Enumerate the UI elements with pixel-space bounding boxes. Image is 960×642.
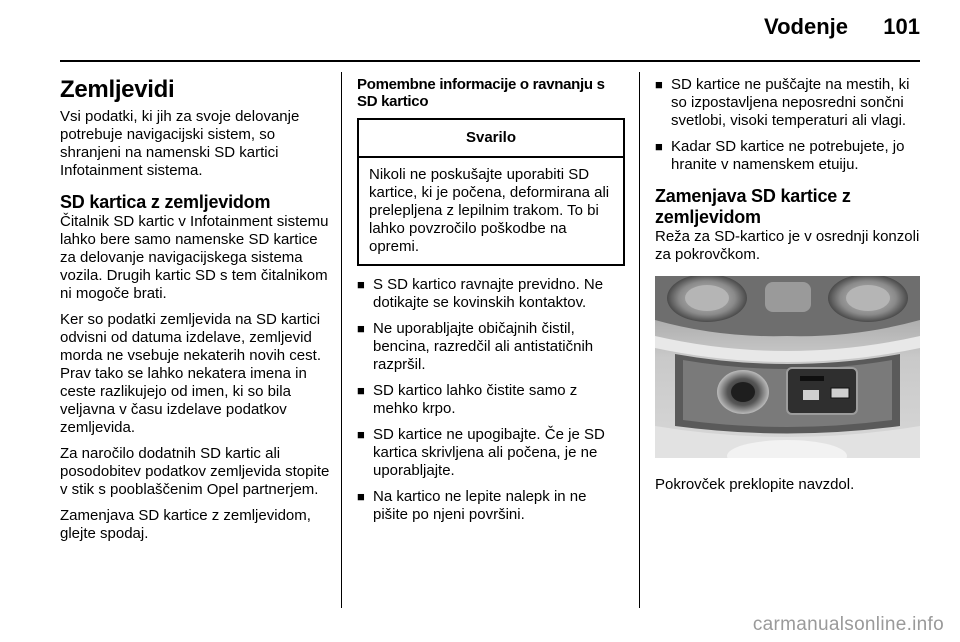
list-item [357, 276, 625, 312]
list-item [655, 138, 923, 174]
warning-box [357, 118, 625, 266]
list-item [655, 76, 923, 130]
handling-bullet-list [357, 276, 625, 524]
center-console-photo [655, 276, 920, 458]
list-item-text: SD kartice ne puščajte na mestih, ki so izpostavljena neposredni sončni svetlobi, visoki temperaturi ali vlagi. [671, 76, 910, 129]
bullet-icon: ■ [357, 489, 365, 504]
list-item-text: Kadar SD kartice ne potrebujete, jo hranite v namenskem etuiju. [671, 138, 905, 173]
warning-title: Svarilo [359, 120, 623, 158]
bullet-icon: ■ [655, 139, 663, 154]
paragraph-1: Čitalnik SD kartic v Infotainment sistemu lahko bere samo namenske SD kartice za delovanje navigacijskega sistema vozila. Drugih kartic SD s tem čitalnikom ni mogoče brati. [60, 213, 329, 302]
slot-location-paragraph: Reža za SD-kartico je v osrednji konzoli za pokrovčkom. [655, 228, 920, 263]
intro-paragraph: Vsi podatki, ki jih za svoje delovanje potrebuje navigacijski sistem, so shranjeni na namenski SD kartici Infotainment sistema. [60, 108, 300, 179]
paragraph-3: Za naročilo dodatnih SD kartic ali posodobitev podatkov zemljevida stopite v stik s pooblaščenim Opel partnerjem. [60, 445, 330, 498]
column-2 [357, 76, 625, 532]
bullet-icon: ■ [357, 427, 365, 442]
bullet-icon: ■ [357, 383, 365, 398]
list-item [357, 382, 625, 418]
list-item [357, 488, 625, 524]
column-1 [60, 76, 330, 551]
list-item [357, 426, 625, 480]
header-rule [60, 60, 920, 62]
storage-bullet-list [655, 76, 923, 174]
column-divider-1 [341, 72, 342, 608]
column-3 [655, 76, 923, 502]
list-item [357, 320, 625, 374]
watermark: carmanualsonline.info [752, 614, 944, 635]
page-number: 101 [883, 14, 920, 39]
handling-info-heading: Pomembne informacije o ravnanju s SD kartico [357, 76, 605, 110]
list-item-text: Na kartico ne lepite nalepk in ne pišite po njeni površini. [373, 488, 587, 523]
running-header-title: Vodenje [764, 14, 848, 39]
warning-text: Nikoli ne poskušajte uporabiti SD kartice, ki je počena, deformirana ali prelepljena z lepilnim trakom. To bi lahko povzročilo poškodbe na opremi. [369, 166, 610, 255]
list-item-text: Ne uporabljajte običajnih čistil, bencina, razredčil ali antistatičnih razpršil. [373, 320, 594, 373]
column-divider-2 [639, 72, 640, 608]
subheading-zamenjava: Zamenjava SD kartice z zemljevidom [655, 186, 851, 227]
list-item-text: SD kartico lahko čistite samo z mehko krpo. [373, 382, 578, 417]
paragraph-2: Ker so podatki zemljevida na SD kartici odvisni od datuma izdelave, zemljevid morda ne vsebuje nekaterih novih cest. Prav tako se lahko nekatera imena in ceste razlikujejo od imen, ki so bila veljavna v času izdelave podatkov zemljevida. [60, 311, 321, 436]
section-heading-zemljevidi: Zemljevidi [60, 76, 175, 103]
bullet-icon: ■ [357, 321, 365, 336]
subheading-sd-kartica: SD kartica z zemljevidom [60, 192, 271, 212]
list-item-text: SD kartice ne upogibajte. Če je SD kartica skrivljena ali počena, je ne uporabljajte. [373, 426, 605, 479]
photo-caption: Pokrovček preklopite navzdol. [655, 476, 855, 493]
bullet-icon: ■ [357, 277, 365, 292]
bullet-icon: ■ [655, 77, 663, 92]
list-item-text: S SD kartico ravnajte previdno. Ne dotikajte se kovinskih kontaktov. [373, 276, 604, 311]
paragraph-4: Zamenjava SD kartice z zemljevidom, glejte spodaj. [60, 507, 311, 542]
